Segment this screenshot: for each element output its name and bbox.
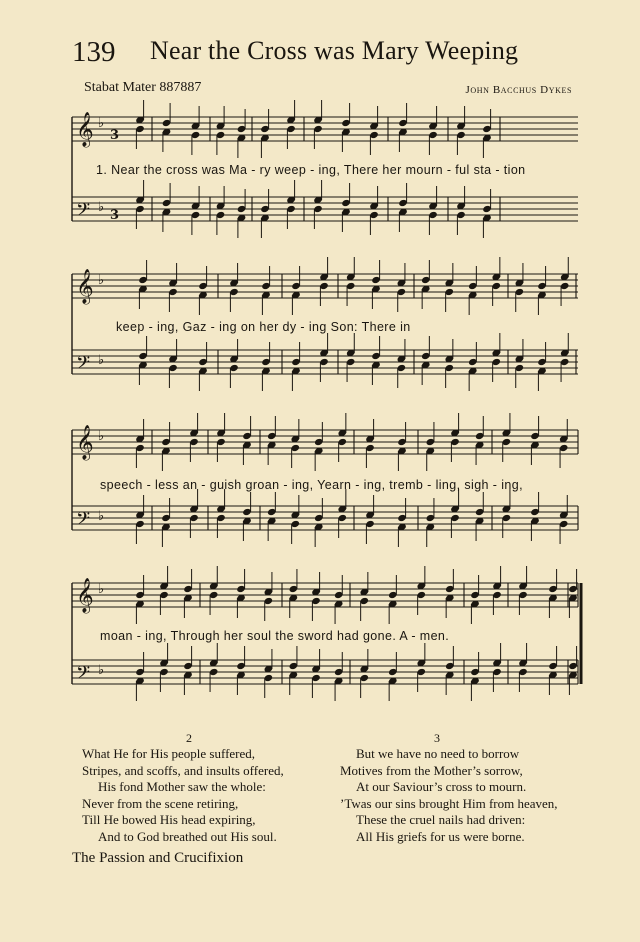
flat-sign-icon: ♭ [98, 429, 105, 444]
flat-sign-icon: ♭ [98, 353, 105, 368]
stanza-line: And to God breathed out His soul. [98, 828, 277, 844]
stanza-number-3: 3 [434, 731, 440, 745]
stanza-line: ’Twas our sins brought Him from heaven, [340, 795, 558, 811]
time-signature: 3 [110, 128, 120, 143]
lyrics-system-1: 1. Near the cross was Ma - ry weep - ing, There her mourn - ful sta - tion [96, 163, 526, 177]
stanza-line: But we have no need to borrow [356, 746, 520, 761]
stanza-2 [82, 746, 284, 846]
flat-sign-icon: ♭ [98, 200, 105, 215]
stanza-line: All His griefs for us were borne. [356, 828, 525, 844]
stanza-3 [340, 746, 558, 846]
treble-clef-icon: 𝄞 [76, 578, 94, 613]
tune-name-meter: Stabat Mater 887887 [84, 80, 202, 95]
stanza-line: His fond Mother saw the whole: [98, 779, 266, 795]
bass-clef-icon: 𝄢 [76, 663, 91, 688]
hymn-title: Near the Cross was Mary Weeping [150, 36, 519, 65]
stanza-line: Motives from the Mother’s sorrow, [340, 762, 523, 778]
composer-credit: John Bacchus Dykes [465, 84, 572, 96]
treble-clef-icon: 𝄞 [76, 112, 94, 147]
time-signature: 3 [110, 208, 120, 223]
stanza-line: Stripes, and scoffs, and insults offered, [82, 762, 284, 778]
stanza-line: At our Saviour’s cross to mourn. [356, 779, 527, 795]
lyrics-system-3: speech - less an - guish groan - ing, Yearn - ing, tremb - ling, sigh - ing, [100, 478, 523, 492]
stanza-line: Never from the scene retiring, [82, 795, 239, 811]
bass-clef-icon: 𝄢 [76, 509, 91, 534]
flat-sign-icon: ♭ [98, 582, 105, 597]
flat-sign-icon: ♭ [98, 273, 105, 288]
treble-clef-icon: 𝄞 [76, 269, 94, 304]
stanza-line: Till He bowed His head expiring, [82, 812, 256, 828]
stanza-line: What He for His people suffered, [82, 746, 256, 761]
flat-sign-icon: ♭ [98, 116, 105, 131]
treble-clef-icon: 𝄞 [76, 425, 94, 460]
lyrics-system-4: moan - ing, Through her soul the sword had gone. A - men. [100, 629, 450, 643]
hymn-number: 139 [72, 36, 116, 68]
section-heading: The Passion and Crucifixion [72, 850, 244, 866]
bass-clef-icon: 𝄢 [76, 200, 91, 225]
lyrics-system-2: keep - ing, Gaz - ing on her dy - ing Son: There in [116, 320, 411, 334]
flat-sign-icon: ♭ [98, 509, 105, 524]
stanza-number-2: 2 [186, 731, 192, 745]
stanza-line: These the cruel nails had driven: [356, 812, 526, 828]
flat-sign-icon: ♭ [98, 663, 105, 678]
bass-clef-icon: 𝄢 [76, 353, 91, 378]
